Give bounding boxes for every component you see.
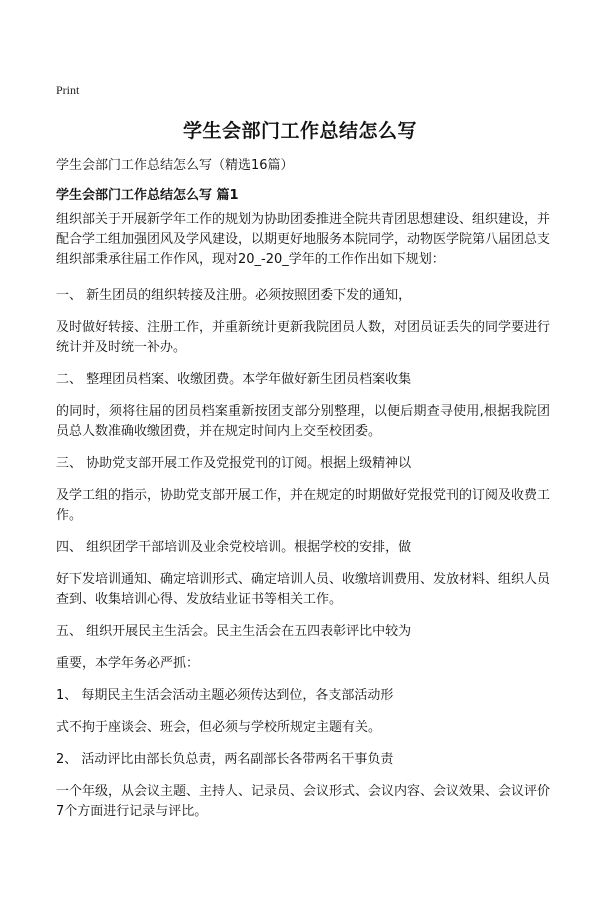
print-label[interactable]: Print xyxy=(56,83,80,97)
paragraph: 一个年级，从会议主题、主持人、记录员、会议形式、会议内容、会议效果、会议评价7个方面进行记录与评比。 xyxy=(56,784,551,819)
paragraph: 的同时，须将往届的团员档案重新按团支部分别整理，以便后期查寻使用,根据我院团员总人数准确收缴团费，并在规定时间内上交至校团委。 xyxy=(56,404,550,439)
paragraph: 重要，本学年务必严抓： xyxy=(56,656,200,671)
paragraph: 式不拘于座谈会、班会，但必须与学校所规定主题有关。 xyxy=(56,720,382,735)
document-subtitle: 学生会部门工作总结怎么写（精选16篇） xyxy=(56,158,294,173)
paragraph: 四、 组织团学干部培训及业余党校培训。根据学校的安排，做 xyxy=(56,540,412,555)
paragraph: 及时做好转接、注册工作，并重新统计更新我院团员人数，对团员证丢失的同学要进行统计并及时统一补办。 xyxy=(56,320,551,355)
paragraph: 五、 组织开展民主生活会。民主生活会在五四表彰评比中较为 xyxy=(56,624,412,639)
paragraph: 好下发培训通知、确定培训形式、确定培训人员、收缴培训费用、发放材料、组织人员查到、收集培训心得、发放结业证书等相关工作。 xyxy=(56,572,551,607)
paragraph: 1、 每期民主生活会活动主题必须传达到位，各支部活动形 xyxy=(56,688,394,703)
paragraph: 二、 整理团员档案、收缴团费。本学年做好新生团员档案收集 xyxy=(56,372,412,387)
paragraph: 组织部关于开展新学年工作的规划为协助团委推进全院共青团思想建设、组织建设，并配合学工组加强团风及学风建设，以期更好地服务本院同学，动物医学院第八届团总支组织部秉承往届工作作风，现对20_-20_学年的工作作出如下规划： xyxy=(56,212,551,267)
paragraph: 2、 活动评比由部长负总责，两名副部长各带两名干事负责 xyxy=(56,752,394,767)
paragraph: 及学工组的指示，协助党支部开展工作，并在规定的时期做好党报党刊的订阅及收费工作。 xyxy=(56,488,551,523)
section-heading: 学生会部门工作总结怎么写 篇1 xyxy=(56,188,239,203)
paragraph: 三、 协助党支部开展工作及党报党刊的订阅。根据上级精神以 xyxy=(56,456,412,471)
page-title: 学生会部门工作总结怎么写 xyxy=(182,120,417,142)
paragraph: 一、 新生团员的组织转接及注册。必须按照团委下发的通知， xyxy=(56,288,412,303)
